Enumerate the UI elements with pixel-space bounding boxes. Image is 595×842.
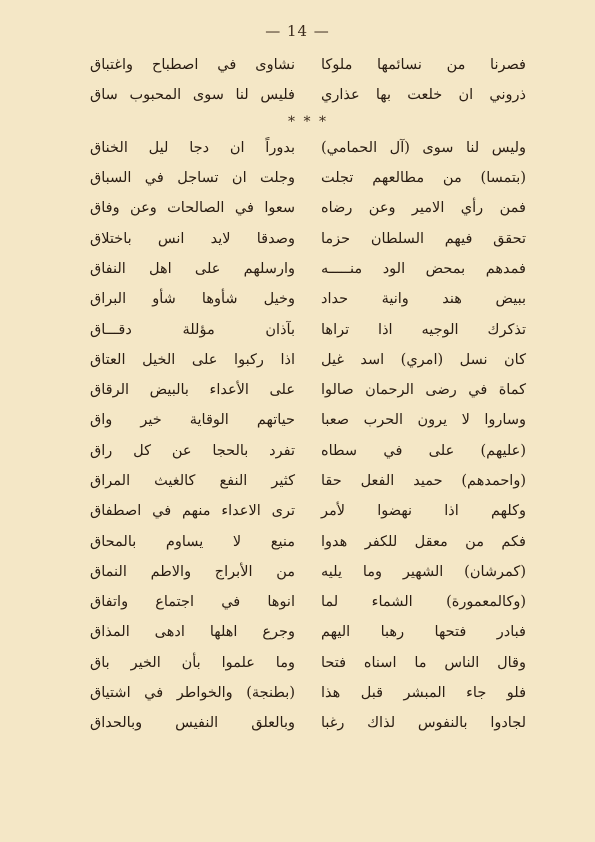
- first-hemistich: (بتمسا) من مطالعهم تجلت: [321, 170, 526, 187]
- second-hemistich: وجرع اهلها ادهى المذاق: [90, 624, 295, 641]
- second-hemistich: اذا ركبوا على الخيل العتاق: [90, 351, 295, 368]
- first-hemistich: فكم من معقل للكفر هدوا: [321, 533, 526, 550]
- first-hemistich: (كمرشان) الشهير وما يليه: [321, 563, 526, 580]
- second-hemistich: منيع لا يساوم بالمحاق: [90, 533, 295, 550]
- verse-line: [90, 163, 526, 193]
- stanza-1: [90, 50, 526, 111]
- page-number: — 14 —: [265, 22, 330, 40]
- verse-line: [90, 284, 526, 314]
- verse-line: [90, 436, 526, 466]
- second-hemistich: على الأعداء بالبيض الرقاق: [90, 382, 295, 399]
- second-hemistich: نشاوى في اصطباح واغتباق: [90, 57, 295, 74]
- first-hemistich: (واحمدهم) حميد الفعل حقا: [321, 473, 526, 489]
- second-hemistich: من الأبراج والاطم النماق: [90, 563, 295, 580]
- first-hemistich: (وكالمعمورة) الشماء لما: [321, 594, 526, 611]
- second-hemistich: وصدقا لايد انس باختلاق: [90, 230, 295, 247]
- first-hemistich: ذروني ان خلعت بها عذاري: [321, 87, 526, 104]
- first-hemistich: فلو جاء المبشر قبل هذا: [321, 685, 526, 702]
- first-hemistich: فمدهم بمحض الود منـــــه: [321, 260, 526, 277]
- verse-line: [90, 587, 526, 617]
- first-hemistich: وقال الناس ما اسناه فتحا: [321, 654, 526, 671]
- verse-line: [90, 617, 526, 647]
- second-hemistich: (بطنجة) والخواطر في اشتياق: [90, 685, 295, 702]
- first-hemistich: ببيض هند وانية حداد: [321, 291, 526, 308]
- verse-line: [90, 648, 526, 678]
- second-hemistich: وجلت ان تساجل في السباق: [90, 170, 295, 187]
- second-hemistich: وما علموا بأن الخير باق: [90, 654, 295, 671]
- verse-line: [90, 223, 526, 253]
- second-hemistich: ترى الاعداء منهم في اصطفاق: [90, 503, 295, 520]
- second-hemistich: وبالعلق النفيس وبالحداق: [90, 715, 295, 732]
- first-hemistich: لجادوا بالنفوس لذاك رغبا: [321, 715, 526, 732]
- verse-line: [90, 708, 526, 738]
- first-hemistich: تذكرك الوجيه اذا تراها: [321, 321, 526, 338]
- verse-line: [90, 193, 526, 223]
- second-hemistich: حياتهم الوقاية خير واق: [90, 412, 295, 429]
- verse-line: [90, 375, 526, 405]
- first-hemistich: وليس لنا سوى (آل الحمامي): [321, 139, 526, 156]
- verse-line: [90, 405, 526, 435]
- second-hemistich: سعوا في الصالحات وعن وفاق: [90, 200, 295, 217]
- first-hemistich: تحقق فيهم السلطان حزما: [321, 230, 526, 247]
- first-hemistich: فمن رأي الامير وعن رضاه: [321, 200, 526, 217]
- ornament-divider: [90, 111, 526, 133]
- verse-line: [90, 50, 526, 80]
- stanza-2: [90, 133, 526, 739]
- verse-line: [90, 526, 526, 556]
- asterism: * * *: [288, 113, 328, 130]
- second-hemistich: بدوراً ان دجا ليل الخناق: [90, 139, 295, 156]
- second-hemistich: تفرد بالحجا عن كل راق: [90, 442, 295, 459]
- verse-line: [90, 345, 526, 375]
- verse-line: [90, 80, 526, 110]
- second-hemistich: انوها في اجتماع واتفاق: [90, 594, 295, 611]
- second-hemistich: وارسلهم على اهل النفاق: [90, 260, 295, 277]
- verse-line: [90, 254, 526, 284]
- second-hemistich: فليس لنا سوى المحبوب ساق: [90, 87, 295, 104]
- verse-line: [90, 314, 526, 344]
- first-hemistich: فبادر فتحها رهبا اليهم: [321, 624, 526, 641]
- first-hemistich: وساروا لا يرون الحرب صعبا: [321, 412, 526, 429]
- second-hemistich: كثير النفع كالغيث المراق: [90, 473, 295, 489]
- second-hemistich: وخيل شأوها شأو البراق: [90, 291, 295, 308]
- first-hemistich: كان نسل (امري) اسد غيل: [321, 351, 526, 368]
- first-hemistich: فصرنا من نسائمها ملوكا: [321, 57, 526, 74]
- verse-line: [90, 133, 526, 163]
- verse-line: [90, 678, 526, 708]
- second-hemistich: بآذان مؤللة دقـــاق: [90, 321, 295, 338]
- verse-line: [90, 496, 526, 526]
- verse-line: [90, 557, 526, 587]
- first-hemistich: وكلهم اذا نهضوا لأمر: [321, 503, 526, 520]
- verse-line: [90, 466, 526, 496]
- first-hemistich: (عليهم) على في سطاه: [321, 442, 526, 459]
- poem: [90, 50, 526, 739]
- first-hemistich: كماة في رضى الرحمان صالوا: [321, 382, 526, 399]
